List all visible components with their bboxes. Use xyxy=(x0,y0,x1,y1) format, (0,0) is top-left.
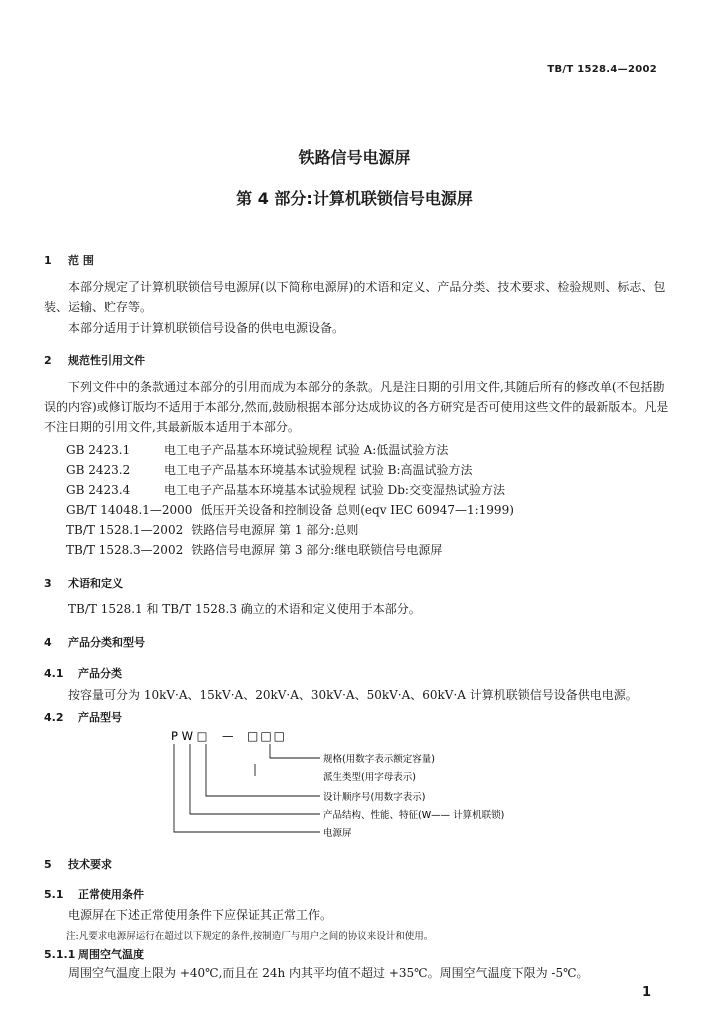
model-code-dash: — xyxy=(222,729,234,743)
leader-line-panel xyxy=(174,744,320,832)
diagram-label-derived: 派生类型(用字母表示) xyxy=(323,772,416,783)
leader-line-design-no xyxy=(206,744,320,796)
section-title: 范 围 xyxy=(68,254,94,267)
leader-line-structure xyxy=(190,744,320,814)
section-title: 产品型号 xyxy=(78,711,122,724)
document-title: 铁路信号电源屏 xyxy=(298,148,411,167)
section-number: 5.1.1 xyxy=(44,948,76,961)
page-number: 1 xyxy=(641,985,651,1000)
diagram-label-spec: 规格(用数字表示额定容量) xyxy=(323,754,435,765)
reference-title: 电工电子产品基本环境基本试验规程 试验 Db:交变湿热试验方法 xyxy=(164,483,505,497)
section-1-paragraph-2: 本部分适用于计算机联锁信号设备的供电电源设备。 xyxy=(68,321,345,335)
diagram-label-panel: 电源屏 xyxy=(323,828,352,839)
section-5-1-note: 注:凡要求电源屏运行在超过以下规定的条件,按制造厂与用户之间的协议来设计和使用。 xyxy=(66,931,434,942)
section-number: 2 xyxy=(44,354,52,367)
reference-code: TB/T 1528.1—2002 xyxy=(66,523,184,537)
reference-code: GB 2423.4 xyxy=(66,483,131,497)
section-5-1-1-paragraph: 周围空气温度上限为 +40℃,而且在 24h 内其平均值不超过 +35℃。周围空气温度下限为 -5℃。 xyxy=(68,966,589,980)
section-title: 术语和定义 xyxy=(68,577,123,590)
section-number: 1 xyxy=(44,254,52,267)
section-title: 周围空气温度 xyxy=(78,948,144,961)
section-4-1-paragraph: 按容量可分为 10kV·A、15kV·A、20kV·A、30kV·A、50kV·A、60kV·A 计算机联锁信号设备供电电源。 xyxy=(68,688,638,702)
diagram-label-design-no: 设计顺序号(用数字表示) xyxy=(323,792,426,803)
section-number: 5.1 xyxy=(44,888,64,901)
leader-line-spec xyxy=(270,744,320,758)
section-number: 4.2 xyxy=(44,711,64,724)
section-5-heading xyxy=(44,856,112,872)
diagram-label-structure: 产品结构、性能、特征(W—— 计算机联锁) xyxy=(323,810,505,821)
section-5-1-heading xyxy=(44,886,144,902)
document-subtitle: 第 4 部分:计算机联锁信号电源屏 xyxy=(236,189,473,208)
section-number: 3 xyxy=(44,577,52,590)
section-2-intro: 下列文件中的条款通过本部分的引用而成为本部分的条款。凡是注日期的引用文件,其随后所有的修改单(不包括勘误的内容)或修订版均不适用于本部分,然而,鼓励根据本部分达成协议的各方研究是否可使用这些文件的最新版本。凡是不注日期的引用文件,其最新版本适用于本部分。 xyxy=(44,380,669,434)
section-title: 产品分类 xyxy=(78,667,122,680)
reference-title: 铁路信号电源屏 第 3 部分:继电联锁信号电源屏 xyxy=(191,543,443,557)
section-title: 规范性引用文件 xyxy=(68,354,145,367)
reference-title: 电工电子产品基本环境试验规程 试验 A:低温试验方法 xyxy=(164,443,449,457)
reference-code: GB/T 14048.1—2000 xyxy=(66,503,193,517)
model-code-suffix: □□□ xyxy=(247,729,288,743)
reference-title: 铁路信号电源屏 第 1 部分:总则 xyxy=(191,523,359,537)
model-code-prefix: P W □ xyxy=(171,729,208,743)
reference-title: 电工电子产品基本环境基本试验规程 试验 B:高温试验方法 xyxy=(164,463,473,477)
section-number: 4.1 xyxy=(44,667,64,680)
section-number: 5 xyxy=(44,858,52,871)
section-5-1-paragraph: 电源屏在下述正常使用条件下应保证其正常工作。 xyxy=(68,908,333,922)
reference-code: TB/T 1528.3—2002 xyxy=(66,543,184,557)
section-1-paragraph-1: 本部分规定了计算机联锁信号电源屏(以下简称电源屏)的术语和定义、产品分类、技术要求、检验规则、标志、包装、运输、贮存等。 xyxy=(44,280,666,314)
section-title: 技术要求 xyxy=(68,858,112,871)
reference-code: GB 2423.1 xyxy=(66,443,131,457)
section-title: 正常使用条件 xyxy=(78,888,144,901)
reference-title: 低压开关设备和控制设备 总则(eqv IEC 60947—1:1999) xyxy=(200,503,514,517)
section-title: 产品分类和型号 xyxy=(68,636,145,649)
section-3-paragraph: TB/T 1528.1 和 TB/T 1528.3 确立的术语和定义使用于本部分。 xyxy=(68,602,421,616)
section-5-1-1-heading xyxy=(44,946,144,962)
standard-number: TB/T 1528.4—2002 xyxy=(547,64,657,75)
reference-code: GB 2423.2 xyxy=(66,463,131,477)
section-number: 4 xyxy=(44,636,52,649)
